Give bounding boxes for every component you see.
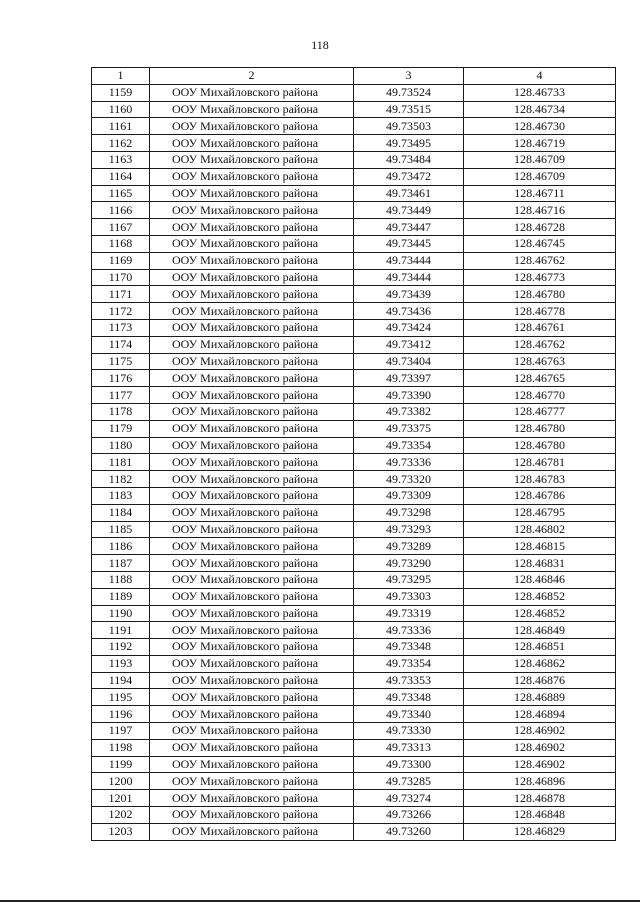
cell-longitude: 128.46896 xyxy=(464,773,616,790)
table-row xyxy=(92,739,616,756)
table-row xyxy=(92,571,616,588)
cell-longitude: 128.46734 xyxy=(464,101,616,118)
cell-name: ООУ Михайловского района xyxy=(150,235,354,252)
table-row xyxy=(92,622,616,639)
cell-latitude: 49.73354 xyxy=(354,437,464,454)
cell-name: ООУ Михайловского района xyxy=(150,269,354,286)
cell-latitude: 49.73340 xyxy=(354,706,464,723)
table-row xyxy=(92,336,616,353)
cell-latitude: 49.73336 xyxy=(354,454,464,471)
cell-longitude: 128.46761 xyxy=(464,319,616,336)
table-row xyxy=(92,437,616,454)
cell-latitude: 49.73298 xyxy=(354,504,464,521)
cell-latitude: 49.73319 xyxy=(354,605,464,622)
cell-number: 1160 xyxy=(92,101,150,118)
cell-latitude: 49.73444 xyxy=(354,269,464,286)
cell-latitude: 49.73412 xyxy=(354,336,464,353)
cell-number: 1187 xyxy=(92,555,150,572)
cell-latitude: 49.73461 xyxy=(354,185,464,202)
table-row xyxy=(92,252,616,269)
cell-latitude: 49.73330 xyxy=(354,723,464,740)
table-row xyxy=(92,504,616,521)
cell-longitude: 128.46730 xyxy=(464,118,616,135)
cell-longitude: 128.46780 xyxy=(464,420,616,437)
cell-name: ООУ Михайловского района xyxy=(150,555,354,572)
cell-latitude: 49.73503 xyxy=(354,118,464,135)
cell-number: 1196 xyxy=(92,706,150,723)
cell-number: 1176 xyxy=(92,370,150,387)
cell-longitude: 128.46745 xyxy=(464,235,616,252)
cell-longitude: 128.46786 xyxy=(464,487,616,504)
cell-latitude: 49.73436 xyxy=(354,303,464,320)
cell-latitude: 49.73295 xyxy=(354,571,464,588)
cell-latitude: 49.73274 xyxy=(354,790,464,807)
cell-number: 1184 xyxy=(92,504,150,521)
cell-latitude: 49.73293 xyxy=(354,521,464,538)
cell-longitude: 128.46711 xyxy=(464,185,616,202)
cell-longitude: 128.46777 xyxy=(464,403,616,420)
cell-number: 1178 xyxy=(92,403,150,420)
cell-longitude: 128.46765 xyxy=(464,370,616,387)
cell-number: 1194 xyxy=(92,672,150,689)
cell-longitude: 128.46795 xyxy=(464,504,616,521)
cell-name: ООУ Михайловского района xyxy=(150,588,354,605)
cell-latitude: 49.73445 xyxy=(354,235,464,252)
cell-number: 1172 xyxy=(92,303,150,320)
table-row xyxy=(92,555,616,572)
cell-name: ООУ Михайловского района xyxy=(150,118,354,135)
table-header-row xyxy=(92,68,616,85)
cell-number: 1183 xyxy=(92,487,150,504)
cell-number: 1177 xyxy=(92,387,150,404)
cell-number: 1162 xyxy=(92,135,150,152)
cell-number: 1190 xyxy=(92,605,150,622)
cell-latitude: 49.73303 xyxy=(354,588,464,605)
cell-number: 1189 xyxy=(92,588,150,605)
table-row xyxy=(92,269,616,286)
cell-latitude: 49.73472 xyxy=(354,168,464,185)
table-body xyxy=(92,84,616,840)
cell-latitude: 49.73484 xyxy=(354,151,464,168)
cell-latitude: 49.73382 xyxy=(354,403,464,420)
cell-name: ООУ Михайловского района xyxy=(150,790,354,807)
table-row xyxy=(92,655,616,672)
table-row xyxy=(92,689,616,706)
cell-latitude: 49.73266 xyxy=(354,807,464,824)
cell-latitude: 49.73300 xyxy=(354,756,464,773)
cell-name: ООУ Михайловского района xyxy=(150,353,354,370)
cell-name: ООУ Михайловского района xyxy=(150,370,354,387)
cell-longitude: 128.46848 xyxy=(464,807,616,824)
table-row xyxy=(92,185,616,202)
table-row xyxy=(92,723,616,740)
cell-number: 1171 xyxy=(92,286,150,303)
table-row xyxy=(92,706,616,723)
table-row xyxy=(92,387,616,404)
cell-number: 1179 xyxy=(92,420,150,437)
cell-number: 1175 xyxy=(92,353,150,370)
cell-name: ООУ Михайловского района xyxy=(150,437,354,454)
cell-number: 1181 xyxy=(92,454,150,471)
table-row xyxy=(92,790,616,807)
cell-number: 1203 xyxy=(92,823,150,840)
cell-name: ООУ Михайловского района xyxy=(150,622,354,639)
cell-latitude: 49.73289 xyxy=(354,538,464,555)
cell-name: ООУ Михайловского района xyxy=(150,319,354,336)
cell-longitude: 128.46716 xyxy=(464,202,616,219)
cell-number: 1191 xyxy=(92,622,150,639)
cell-number: 1195 xyxy=(92,689,150,706)
cell-name: ООУ Михайловского района xyxy=(150,84,354,101)
table-row xyxy=(92,168,616,185)
cell-name: ООУ Михайловского района xyxy=(150,639,354,656)
cell-name: ООУ Михайловского района xyxy=(150,823,354,840)
scan-edge-line xyxy=(0,900,640,902)
table-row xyxy=(92,403,616,420)
cell-name: ООУ Михайловского района xyxy=(150,504,354,521)
cell-latitude: 49.73447 xyxy=(354,219,464,236)
table-row xyxy=(92,672,616,689)
cell-number: 1159 xyxy=(92,84,150,101)
page-number: 118 xyxy=(311,38,329,52)
cell-name: ООУ Михайловского района xyxy=(150,571,354,588)
cell-number: 1186 xyxy=(92,538,150,555)
table-row xyxy=(92,471,616,488)
cell-longitude: 128.46878 xyxy=(464,790,616,807)
cell-number: 1188 xyxy=(92,571,150,588)
cell-number: 1164 xyxy=(92,168,150,185)
cell-name: ООУ Михайловского района xyxy=(150,303,354,320)
table-row xyxy=(92,286,616,303)
cell-latitude: 49.73260 xyxy=(354,823,464,840)
cell-name: ООУ Михайловского района xyxy=(150,336,354,353)
cell-name: ООУ Михайловского района xyxy=(150,487,354,504)
cell-name: ООУ Михайловского района xyxy=(150,286,354,303)
cell-name: ООУ Михайловского района xyxy=(150,219,354,236)
cell-longitude: 128.46762 xyxy=(464,336,616,353)
cell-longitude: 128.46770 xyxy=(464,387,616,404)
cell-name: ООУ Михайловского района xyxy=(150,471,354,488)
cell-name: ООУ Михайловского района xyxy=(150,135,354,152)
cell-longitude: 128.46846 xyxy=(464,571,616,588)
cell-number: 1166 xyxy=(92,202,150,219)
table-row xyxy=(92,303,616,320)
cell-number: 1165 xyxy=(92,185,150,202)
table-row xyxy=(92,319,616,336)
table-row xyxy=(92,370,616,387)
cell-longitude: 128.46783 xyxy=(464,471,616,488)
cell-number: 1200 xyxy=(92,773,150,790)
cell-number: 1173 xyxy=(92,319,150,336)
column-header-longitude: 4 xyxy=(464,68,616,85)
table-row xyxy=(92,807,616,824)
cell-number: 1197 xyxy=(92,723,150,740)
table-row xyxy=(92,353,616,370)
cell-number: 1192 xyxy=(92,639,150,656)
cell-latitude: 49.73444 xyxy=(354,252,464,269)
cell-name: ООУ Михайловского района xyxy=(150,538,354,555)
table-row xyxy=(92,639,616,656)
cell-longitude: 128.46780 xyxy=(464,286,616,303)
cell-latitude: 49.73285 xyxy=(354,773,464,790)
table-row xyxy=(92,588,616,605)
table-row xyxy=(92,454,616,471)
cell-longitude: 128.46889 xyxy=(464,689,616,706)
cell-latitude: 49.73439 xyxy=(354,286,464,303)
cell-number: 1180 xyxy=(92,437,150,454)
cell-name: ООУ Михайловского района xyxy=(150,403,354,420)
table-row xyxy=(92,202,616,219)
cell-longitude: 128.46902 xyxy=(464,756,616,773)
cell-longitude: 128.46815 xyxy=(464,538,616,555)
cell-latitude: 49.73390 xyxy=(354,387,464,404)
cell-number: 1202 xyxy=(92,807,150,824)
table-row xyxy=(92,101,616,118)
table-row xyxy=(92,538,616,555)
cell-number: 1161 xyxy=(92,118,150,135)
cell-longitude: 128.46862 xyxy=(464,655,616,672)
cell-longitude: 128.46763 xyxy=(464,353,616,370)
table-row xyxy=(92,420,616,437)
cell-name: ООУ Михайловского района xyxy=(150,739,354,756)
cell-latitude: 49.73348 xyxy=(354,639,464,656)
cell-longitude: 128.46902 xyxy=(464,723,616,740)
cell-number: 1198 xyxy=(92,739,150,756)
cell-longitude: 128.46852 xyxy=(464,605,616,622)
cell-longitude: 128.46733 xyxy=(464,84,616,101)
cell-latitude: 49.73495 xyxy=(354,135,464,152)
cell-latitude: 49.73397 xyxy=(354,370,464,387)
cell-number: 1174 xyxy=(92,336,150,353)
cell-name: ООУ Михайловского района xyxy=(150,185,354,202)
cell-longitude: 128.46849 xyxy=(464,622,616,639)
cell-number: 1199 xyxy=(92,756,150,773)
coordinates-table xyxy=(91,67,616,841)
column-header-number: 1 xyxy=(92,68,150,85)
cell-longitude: 128.46902 xyxy=(464,739,616,756)
cell-longitude: 128.46851 xyxy=(464,639,616,656)
cell-longitude: 128.46829 xyxy=(464,823,616,840)
table-row xyxy=(92,219,616,236)
cell-name: ООУ Михайловского района xyxy=(150,151,354,168)
column-header-name: 2 xyxy=(150,68,354,85)
table-row xyxy=(92,84,616,101)
cell-longitude: 128.46778 xyxy=(464,303,616,320)
cell-latitude: 49.73313 xyxy=(354,739,464,756)
cell-number: 1193 xyxy=(92,655,150,672)
cell-latitude: 49.73515 xyxy=(354,101,464,118)
cell-latitude: 49.73348 xyxy=(354,689,464,706)
cell-longitude: 128.46780 xyxy=(464,437,616,454)
cell-name: ООУ Михайловского района xyxy=(150,756,354,773)
cell-latitude: 49.73354 xyxy=(354,655,464,672)
cell-longitude: 128.46709 xyxy=(464,151,616,168)
table-row xyxy=(92,756,616,773)
table-row xyxy=(92,605,616,622)
table-row xyxy=(92,521,616,538)
cell-longitude: 128.46719 xyxy=(464,135,616,152)
cell-latitude: 49.73290 xyxy=(354,555,464,572)
cell-name: ООУ Михайловского района xyxy=(150,521,354,538)
column-header-latitude: 3 xyxy=(354,68,464,85)
cell-name: ООУ Михайловского района xyxy=(150,420,354,437)
cell-longitude: 128.46802 xyxy=(464,521,616,538)
cell-latitude: 49.73404 xyxy=(354,353,464,370)
cell-name: ООУ Михайловского района xyxy=(150,101,354,118)
table-row xyxy=(92,235,616,252)
cell-number: 1201 xyxy=(92,790,150,807)
cell-longitude: 128.46876 xyxy=(464,672,616,689)
cell-number: 1185 xyxy=(92,521,150,538)
cell-number: 1167 xyxy=(92,219,150,236)
cell-name: ООУ Михайловского района xyxy=(150,723,354,740)
table-row xyxy=(92,773,616,790)
cell-latitude: 49.73320 xyxy=(354,471,464,488)
cell-name: ООУ Михайловского района xyxy=(150,252,354,269)
cell-number: 1182 xyxy=(92,471,150,488)
cell-name: ООУ Михайловского района xyxy=(150,672,354,689)
cell-name: ООУ Михайловского района xyxy=(150,706,354,723)
cell-longitude: 128.46709 xyxy=(464,168,616,185)
table-row xyxy=(92,135,616,152)
cell-number: 1163 xyxy=(92,151,150,168)
cell-latitude: 49.73524 xyxy=(354,84,464,101)
cell-name: ООУ Михайловского района xyxy=(150,605,354,622)
cell-name: ООУ Михайловского района xyxy=(150,454,354,471)
cell-number: 1168 xyxy=(92,235,150,252)
cell-longitude: 128.46894 xyxy=(464,706,616,723)
cell-latitude: 49.73424 xyxy=(354,319,464,336)
cell-number: 1170 xyxy=(92,269,150,286)
cell-name: ООУ Михайловского района xyxy=(150,689,354,706)
table-row xyxy=(92,487,616,504)
cell-longitude: 128.46762 xyxy=(464,252,616,269)
cell-name: ООУ Михайловского района xyxy=(150,773,354,790)
cell-latitude: 49.73353 xyxy=(354,672,464,689)
table-row xyxy=(92,151,616,168)
cell-longitude: 128.46781 xyxy=(464,454,616,471)
cell-latitude: 49.73449 xyxy=(354,202,464,219)
cell-name: ООУ Михайловского района xyxy=(150,807,354,824)
cell-longitude: 128.46852 xyxy=(464,588,616,605)
cell-name: ООУ Михайловского района xyxy=(150,387,354,404)
cell-longitude: 128.46831 xyxy=(464,555,616,572)
cell-name: ООУ Михайловского района xyxy=(150,655,354,672)
table-row xyxy=(92,823,616,840)
cell-latitude: 49.73309 xyxy=(354,487,464,504)
cell-latitude: 49.73375 xyxy=(354,420,464,437)
cell-longitude: 128.46728 xyxy=(464,219,616,236)
cell-number: 1169 xyxy=(92,252,150,269)
cell-longitude: 128.46773 xyxy=(464,269,616,286)
cell-name: ООУ Михайловского района xyxy=(150,168,354,185)
cell-name: ООУ Михайловского района xyxy=(150,202,354,219)
table-row xyxy=(92,118,616,135)
cell-latitude: 49.73336 xyxy=(354,622,464,639)
